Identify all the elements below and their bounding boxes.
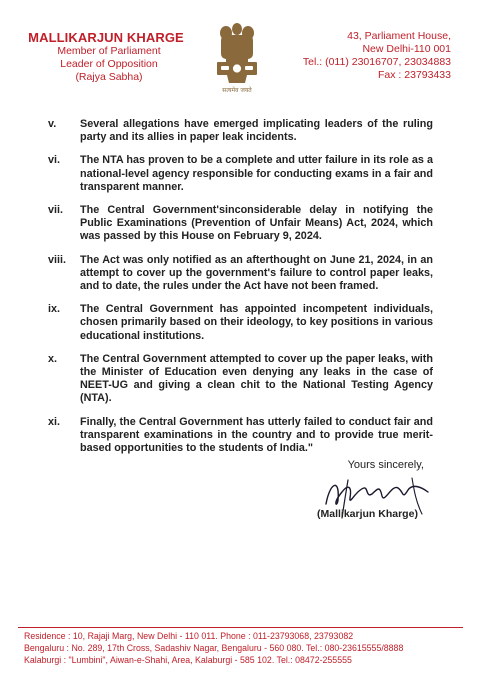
item-text: The Central Government attempted to cover up the paper leaks, with the Minister of Education even denying any leaks in the case of NEET-UG and giving a clean chit to the National Testing Agency (NTA). (80, 352, 433, 405)
points-list (48, 118, 433, 465)
item-text: Several allegations have emerged implicating leaders of the ruling party and its allies in paper leak incidents. (80, 118, 433, 144)
address-phone: Tel.: (011) 23016707, 23034883 (302, 56, 451, 68)
national-emblem-icon (212, 20, 262, 96)
emblem-caption: सत्यमेव जयते (222, 87, 252, 94)
sender-title-house: (Rajya Sabha) (75, 71, 143, 83)
item-number: ix. (48, 303, 61, 316)
item-number: vi. (48, 154, 61, 167)
item-number: vii. (48, 204, 64, 217)
list-item (48, 353, 433, 406)
list-item (48, 154, 433, 194)
item-text: The Act was only notified as an afterthought on June 21, 2024, in an attempt to cover up the government's failure to control paper leaks, and to date, the rules under the Act have not been framed. (80, 253, 433, 293)
item-number: viii. (48, 253, 67, 266)
address-line-1: 43, Parliament House, (347, 30, 451, 42)
sender-title-mp: Member of Parliament (57, 45, 161, 57)
list-item (48, 303, 433, 343)
item-text: The Central Government'sinconsiderable delay in notifying the Public Examinations (Prevention of Unfair Means) Act, 2024, which was passed by this House on February 9, 2024. (80, 204, 433, 243)
footer-residence: Residence : 10, Rajaji Marg, New Delhi - 110 011. Phone : 011-23793068, 23793082 (24, 631, 354, 641)
item-number: xi. (48, 415, 61, 428)
item-text: The Central Government has appointed incompetent individuals, chosen primarily based on their ideology, to key positions in various educational institutions. (80, 303, 433, 342)
item-number: v. (48, 118, 57, 130)
footer-kalaburgi: Kalaburgi : "Lumbini", Aiwan-e-Shahi, Area, Kalaburgi - 585 102. Tel.: 08472-255555 (24, 655, 352, 666)
item-number: x. (48, 352, 58, 365)
list-item (48, 204, 433, 244)
list-item (48, 118, 433, 144)
footer-divider (18, 627, 463, 628)
list-item (48, 416, 433, 456)
closing-salutation: Yours sincerely, (347, 459, 424, 471)
signatory-name: (Mallikarjun Kharge) (317, 508, 418, 520)
item-text: The NTA has proven to be a complete and utter failure in its role as a national-level agency responsible for conducting exams in a fair and transparent manner. (80, 154, 433, 193)
footer-bengaluru: Bengaluru : No. 289, 17th Cross, Sadashiv Nagar, Bengaluru - 560 080. Tel.: 080-23615555/8888 (24, 643, 404, 654)
footer-addresses (24, 630, 464, 667)
sender-title-lop: Leader of Opposition (60, 58, 158, 70)
letterhead-address (281, 30, 451, 82)
address-fax: Fax : 23793433 (378, 69, 451, 81)
address-line-2: New Delhi-110 001 (362, 43, 451, 55)
letterhead-sender (24, 30, 194, 84)
list-item (48, 254, 433, 294)
sender-name: MALLIKARJUN KHARGE (28, 30, 184, 45)
item-text: Finally, the Central Government has utterly failed to conduct fair and transparent examinations in the country and to provide true merit-based opportunities to the students of India." (80, 415, 433, 455)
